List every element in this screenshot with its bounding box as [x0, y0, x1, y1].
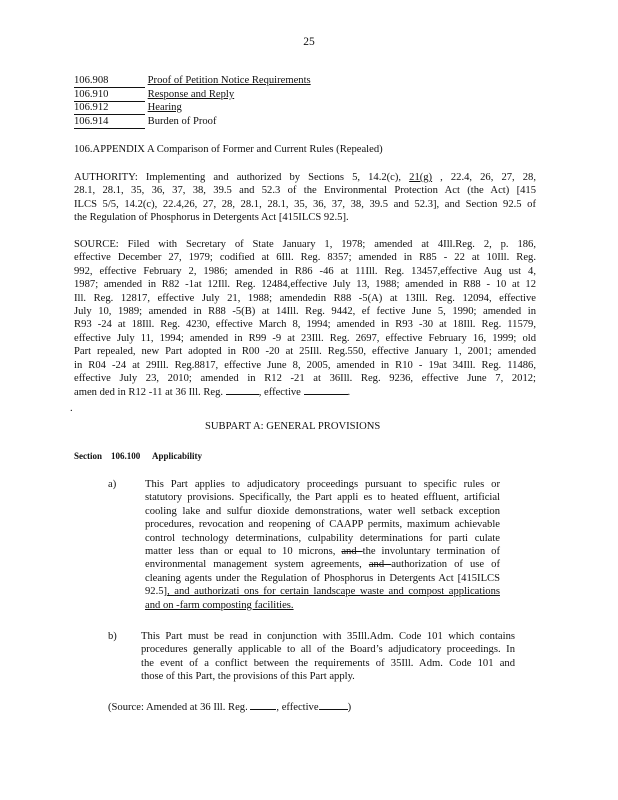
- toc-row: [74, 88, 335, 102]
- source-line-last: amen ded in R12 -11 at 36 Ill. Reg. , effective .: [74, 387, 351, 399]
- toc-number: 106.910: [74, 89, 145, 102]
- source-line: Part repealed, new Part adopted in R00 -20 at 25Ill. Reg.550, effective January 1, 2001; amended: [74, 346, 536, 358]
- para-line: This Part applies to adjudicatory proceedings pursuant to specific rules or: [145, 479, 500, 490]
- para-line: and on -farm composting facilities.: [145, 599, 294, 611]
- blank-field: [226, 385, 259, 395]
- toc-number: 106.912: [74, 102, 145, 115]
- toc-number: 106.914: [74, 116, 145, 129]
- para-line: environmental management system agreements, and authorization of use of: [145, 559, 501, 571]
- para-b-label: b): [108, 631, 117, 642]
- para-line: procedures, revocation and reopening of CAAPP permits, maximum achievable: [145, 519, 500, 531]
- authority-line: AUTHORITY: Implementing and authorized by Sections 5, 14.2(c), 21(g) , 22.4, 26, 27, 28,: [74, 172, 537, 183]
- para-line: cooling lake and sulfur dioxide demonstrations, water well setback exception: [145, 505, 500, 517]
- para-a-body: [145, 478, 500, 612]
- para-line: cleaning agents under the Regulation of Phosphorus in Detergents Act [415ILCS: [145, 572, 500, 584]
- section-label: Section: [74, 451, 102, 461]
- appendix-line: 106.APPENDIX A Comparison of Former and Current Rules (Repealed): [74, 144, 383, 155]
- toc-title: Proof of Petition Notice Requirements: [147, 75, 311, 86]
- authority-paragraph: [74, 171, 536, 225]
- blank-field: [250, 700, 276, 710]
- source-note: (Source: Amended at 36 Ill. Reg. , effective ): [108, 702, 352, 713]
- stray-dot: .: [70, 403, 73, 414]
- toc-number: 106.908: [74, 75, 145, 88]
- source-line: 1987; amended in R82 -1at 12Ill. Reg. 12484,effective July 13, 1988; amended in R88 - 10 at 12: [74, 279, 536, 291]
- source-line: R93 -24 at 18Ill. Reg. 4230, effective March 8, 1994; amended in R93 -30 at 18Ill. Reg. 11579,: [74, 319, 536, 331]
- toc-title: Burden of Proof: [147, 115, 217, 127]
- source-line: effective December 27, 1979; codified at 6Ill. Reg. 8357; amended in R85 - 22 at 10Ill. Reg.: [74, 252, 536, 264]
- para-b-body: [141, 630, 515, 684]
- para-line: This Part must be read in conjunction with 35Ill.Adm. Code 101 which contains: [141, 631, 515, 642]
- subpart-heading: SUBPART A: GENERAL PROVISIONS: [205, 421, 381, 432]
- para-line: 92.5], and authorizati ons for certain landscape waste and compost applications: [145, 586, 500, 598]
- para-line: statutory provisions. Specifically, the Part appli es to heated effluent, artificial: [145, 492, 500, 504]
- authority-line: the Regulation of Phosphorus in Detergents Act [415ILCS 92.5].: [74, 212, 349, 224]
- source-line: Ill. Reg. 12817, effective July 21, 1988; amendedin R88 -5(A) at 13Ill. Reg. 12094, effective: [74, 292, 536, 304]
- toc-row: [74, 115, 335, 129]
- para-line: those of this Part, the provisions of this Part apply.: [141, 671, 355, 683]
- toc-title: Response and Reply: [147, 88, 235, 100]
- authority-line: ILCS 5/5, 14.2(c), 22.4,26, 27, 28, 28.1, 28.1, 35, 36, 37, 38, 39.5 and 52.3], and Section 92.5 of: [74, 198, 536, 210]
- section-title: Applicability: [152, 451, 203, 461]
- source-line: effective July 23, 2010; amended in R12 -21 at 36Ill. Reg. 9236, effective June 7, 2012;: [74, 373, 536, 385]
- para-line: control technology determinations, culpability determinations for parti culate: [145, 532, 500, 544]
- toc-row: [74, 101, 335, 115]
- source-line: 992, effective February 2, 1986; amended in R86 -46 at 11Ill. Reg. 13457,effective Aug ust 4,: [74, 265, 536, 277]
- toc-list: [74, 74, 335, 128]
- para-a-label: a): [108, 479, 117, 490]
- section-number: 106.100: [111, 451, 141, 461]
- blank-field: [304, 385, 348, 395]
- source-line: July 10, 1989; amended in R88 -5(B) at 14Ill. Reg. 9442, ef fective June 5, 1990; amended in: [74, 306, 536, 318]
- toc-title: Hearing: [147, 102, 182, 114]
- toc-row: [74, 74, 335, 88]
- page-number: 25: [303, 36, 315, 48]
- source-paragraph: [74, 238, 536, 400]
- para-line: matter less than or equal to 10 microns, and the involuntary termination of: [145, 546, 501, 558]
- source-line: in R04 -24 at 29Ill. Reg.8817, effective June 8, 2005, amended in R10 - 19at 34Ill. Reg. 11486,: [74, 359, 536, 371]
- authority-line: 28.1, 28.1, 35, 36, 37, 38, 39.5 and 52.3 of the Environmental Protection Act (the Act) [415: [74, 185, 536, 197]
- source-line: SOURCE: Filed with Secretary of State January 1, 1978; amended at 4Ill.Reg. 2, p. 186,: [74, 239, 536, 250]
- para-line: procedures generally applicable to all of the Board’s adjudicatory proceedings. In: [141, 644, 515, 656]
- blank-field: [319, 700, 348, 710]
- para-line: the event of a conflict between the requirements of 35Ill. Adm. Code 101 and: [141, 657, 515, 669]
- source-line: effective July 11, 1994; amended in R99 -9 at 23Ill. Reg. 2697, effective February 16, 1999; old: [74, 332, 536, 344]
